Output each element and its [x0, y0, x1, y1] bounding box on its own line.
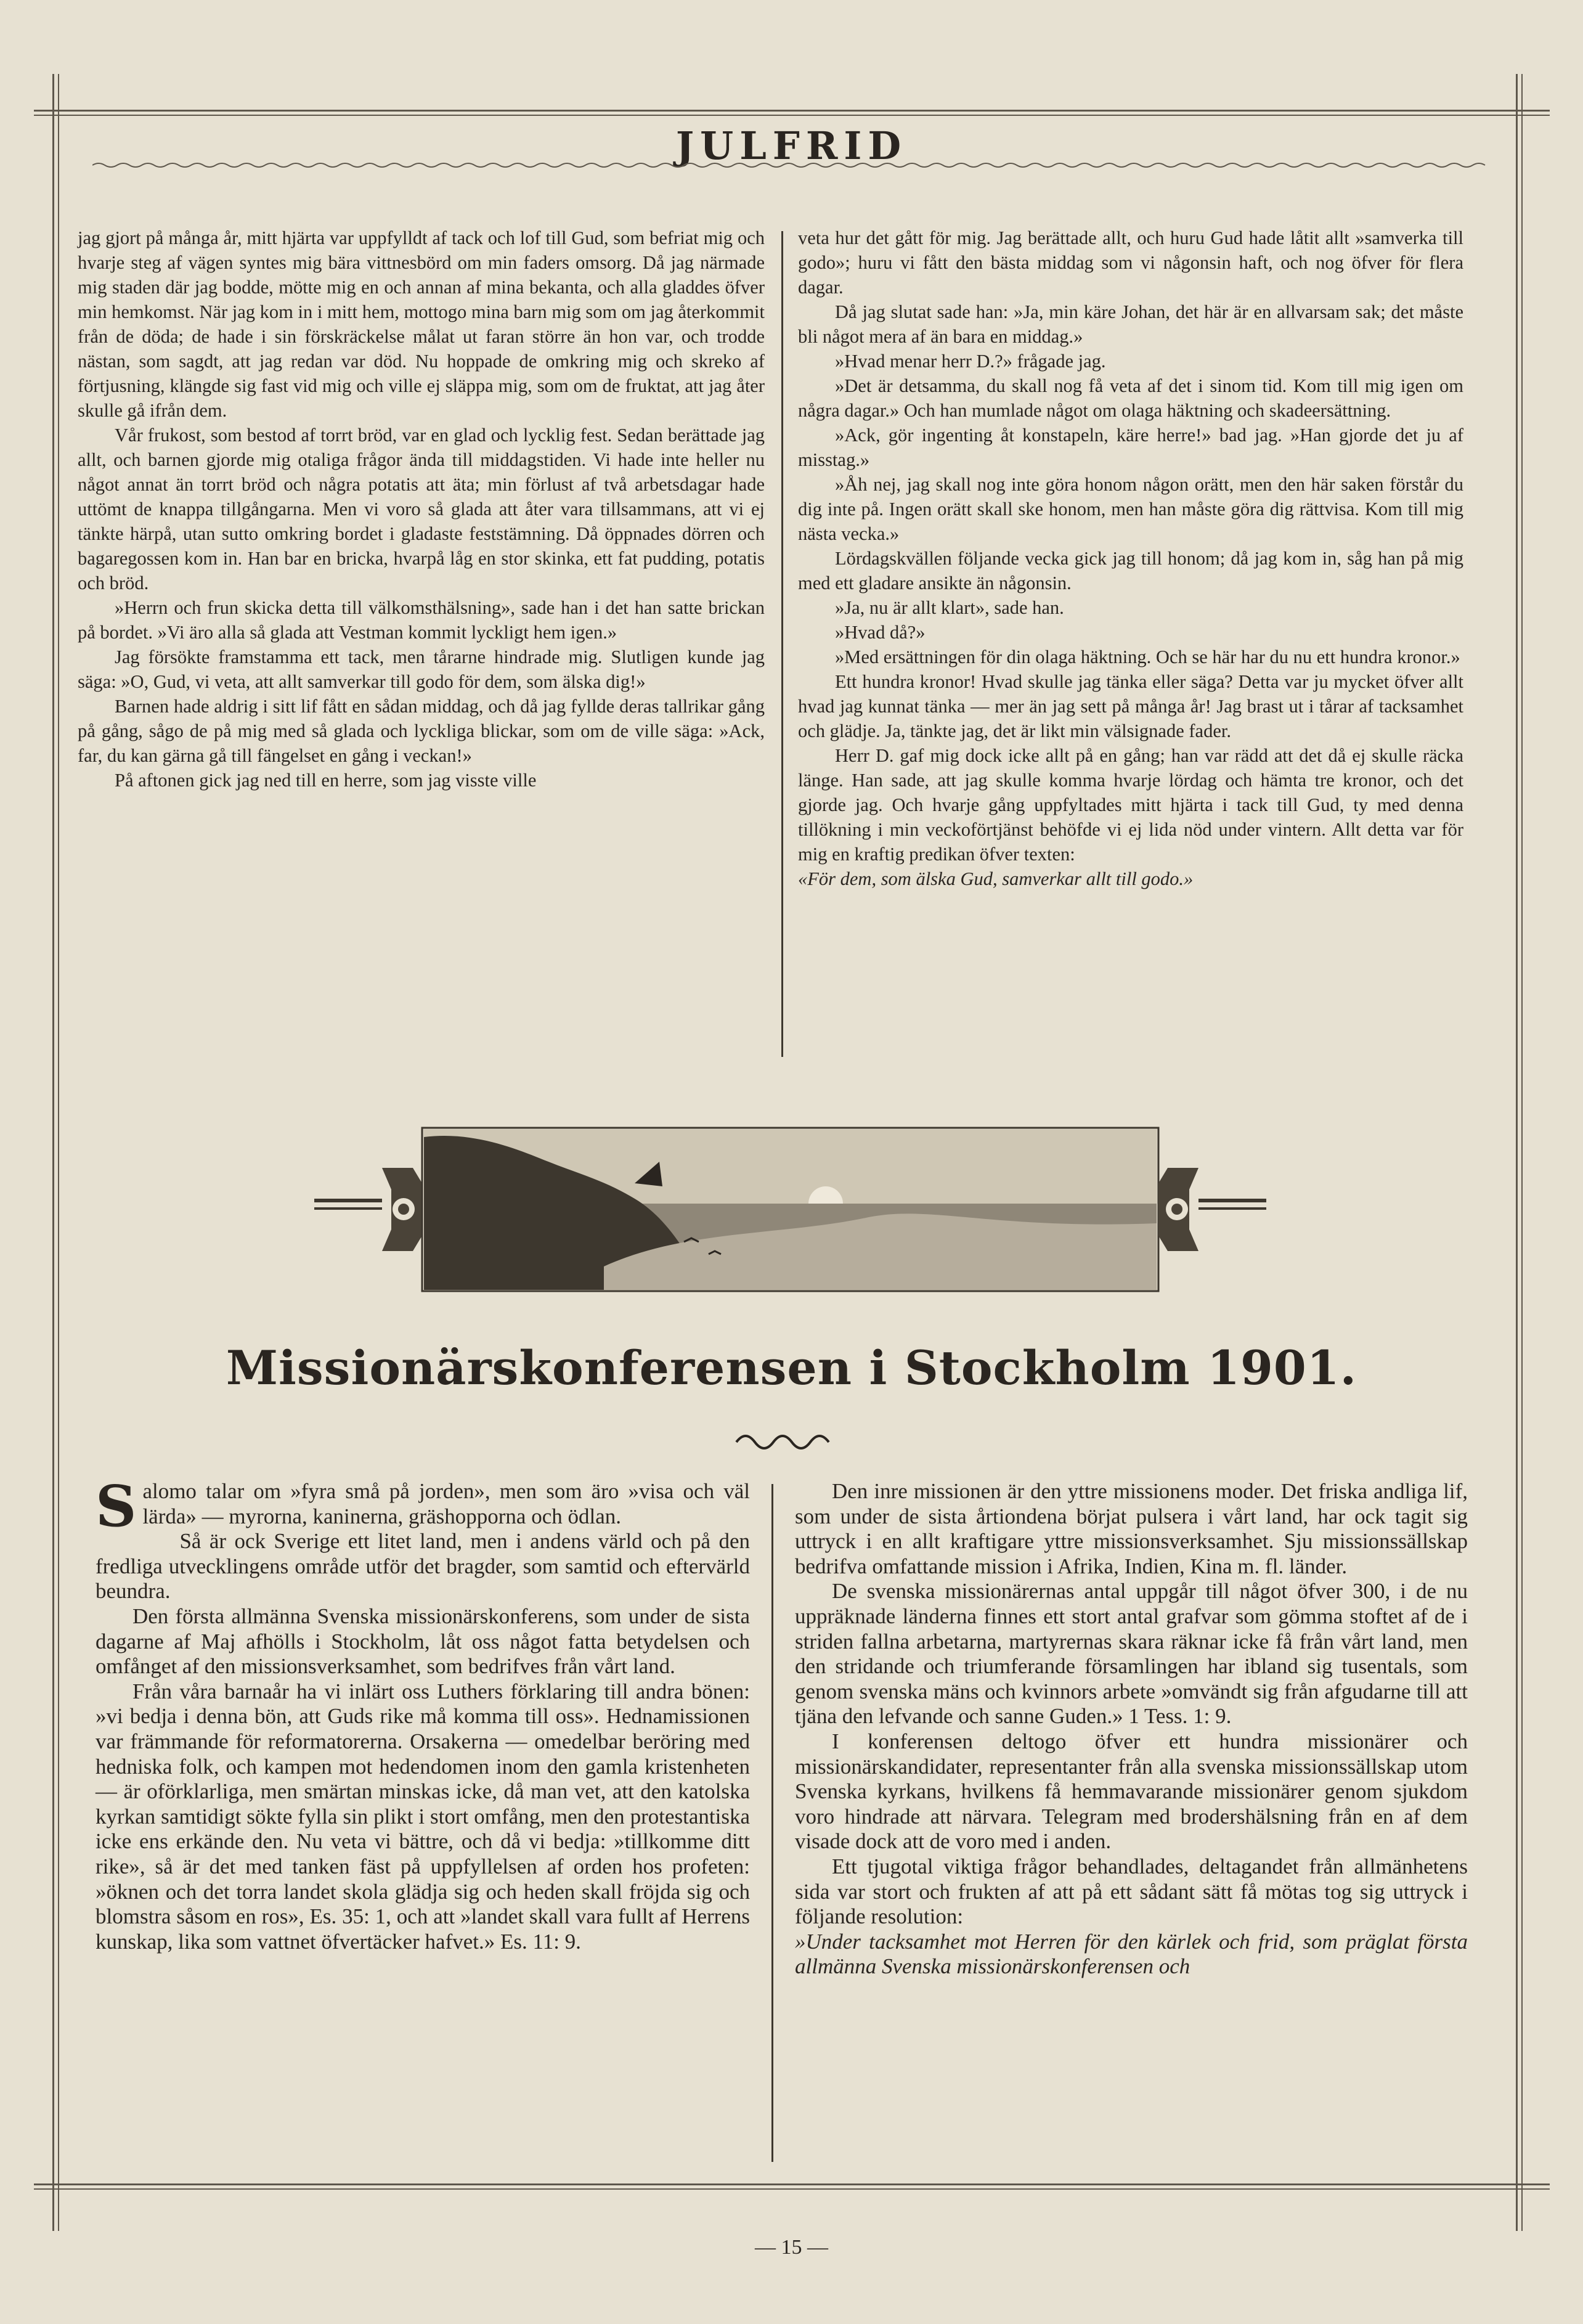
article-paragraph: [96, 1473, 750, 1539]
story-paragraph: »Det är detsamma, du skall nog få veta af det i sinom tid. Kom till mig igen om några dagar.» Och han mumlade något om olaga häktning och skadeersättning.: [798, 375, 1463, 421]
page-number: — 15 —: [755, 2236, 828, 2259]
story-italic-text: «För dem, som älska Gud, samverkar allt till godo.»: [798, 868, 1194, 889]
story-paragraph: »Herrn och frun skicka detta till välkomsthälsning», sade han i det han satte brickan på bordet. »Vi äro alla så glada att Vestman kommit lyckligt hem igen.»: [78, 597, 765, 643]
running-header-title: JULFRID: [675, 123, 908, 168]
frame-rule-top: [34, 110, 1550, 112]
right-ornament: [1158, 1168, 1266, 1251]
frame-rule-left: [52, 74, 54, 2231]
column-divider-bottom: [771, 1484, 773, 2162]
story-paragraph: På aftonen gick jag ned till en herre, som jag visste ville: [115, 770, 537, 791]
story-paragraph: »Åh nej, jag skall nog inte göra honom någon orätt, men den här saken förstår du dig inte på. Ingen orätt skall ske honom, men han måste göra dig rättvisa. Kom till mig nästa vecka.»: [798, 474, 1463, 544]
story-paragraph: veta hur det gått för mig. Jag berättade allt, och huru Gud hade låtit allt »samverka till godo»; huru vi fått den bästa middag som vi någonsin haft, och nog öfver för flera dagar.: [798, 227, 1463, 298]
story-paragraph: »Hvad då?»: [835, 622, 926, 643]
frame-rule-right-inner: [1521, 74, 1523, 2231]
article-column-left: [96, 1473, 750, 1954]
seascape-illustration: [314, 1125, 1266, 1294]
story-paragraph: Jag försökte framstamma ett tack, men tårarne hindrade mig. Slutligen kunde jag säga: »O, Gud, vi veta, att allt samverkar till godo för dem, som älska dig!»: [78, 646, 765, 692]
story-paragraph: Lördagskvällen följande vecka gick jag till honom; då jag kom in, såg han på mig med ett gladare ansikte än någonsin.: [798, 548, 1463, 593]
story-paragraph: Vår frukost, som bestod af torrt bröd, var en glad och lycklig fest. Sedan berättade jag allt, och barnen gjorde mig otaliga frågor ända till middagstiden. Vi hade inte heller nu något annat än torrt bröd och några potatis att äta; min förlust af två arbetsdagar hade uttömt de knappa tillgångarna. Men vi voro så glada att åter vara tillsammans, att vi ej tänkte härpå, utan sutto omkring bordet i gladaste feststämning. Då öppnades dörren och bagaregossen kom in. Han bar en bricka, hvarpå låg en stor skinka, ett fat pudding, potatis och bröd.: [78, 425, 765, 593]
frame-rule-bottom: [34, 2183, 1550, 2185]
left-ornament: [314, 1168, 422, 1251]
article-paragraph: Från våra barnaår ha vi inlärt oss Luthers förklaring till andra bönen: »vi bedja i denna bön, att Guds rike må komma till oss». Hednamissionen var främmande för reformatorerna. Orsakerna — omedelbar beröring med hedniska folk, och kampen mot hedendomen inom den gamla kristenheten — är oförklarliga, men smärtan minskas icke, då man vet, att den katolska kyrkan samtidigt sökte fylla sin plikt i stort omfång, men den protestantiska icke ens erkände den. Nu veta vi bättre, och då vi bedja: »tillkomme ditt rike», så är det med tanken fäst på uppfyllelsen af orden hos profeten: »öknen och det torra landet skola glädja sig och heden skall fröjda sig och blomstra såsom en ros», Es. 35: 1, och att »landet skall vara fullt af Herrens kunskap, lika som vattnet öfvertäcker hafvet.» Es. 11: 9.: [96, 1679, 750, 1954]
article-resolution: [795, 1930, 1468, 1979]
story-paragraph: Barnen hade aldrig i sitt lif fått en sådan middag, och då jag fyllde deras tallrikar gång på gång, sågo de på mig med så glada och lyckliga blickar, som om de ville säga: »Ack, far, du kan gärna gå till fängelset en gång i veckan!»: [78, 696, 765, 766]
frame-rule-bottom-inner: [34, 2188, 1550, 2190]
story-paragraph: »Ack, gör ingenting åt konstapeln, käre herre!» bad jag. »Han gjorde det ju af misstag.»: [798, 425, 1463, 470]
frame-rule-left-inner: [58, 74, 59, 2231]
story-column-right: [798, 226, 1463, 891]
title-ornament: [733, 1430, 838, 1449]
frame-rule-right: [1516, 74, 1518, 2231]
article-title: Missionärskonferensen i Stockholm 1901.: [226, 1340, 1357, 1395]
article-paragraph: Den inre missionen är den yttre missionens moder. Det friska andliga lif, som under de sista årtiondena börjat pulsera i vårt land, har ock tagit sig uttryck i en allt kraftigare yttre missionsverksamhet. Sju missionssällskap bedrifva omfattande mission i Afrika, Indien, Kina m. fl. länder.: [795, 1479, 1468, 1578]
story-paragraph: jag gjort på många år, mitt hjärta var uppfylldt af tack och lof till Gud, som befriat mig och hvarje steg af vägen syntes mig bära vittnesbörd om min faders omsorg. Då jag närmade mig staden där jag bodde, mötte mig en och annan af mina bekanta, och alla gladdes öfver min hemkomst. När jag kom in i mitt hem, mottogo mina barn mig som om jag återkommit från de döda; de hade i sin förskräckelse målat ut faran större än hon var, och trodde nästan, som sagdt, att jag redan var död. Nu hoppade de omkring mig och skreko af förtjusning, klängde sig fast vid mig och ville ej släppa mig, som om de fruktat, att jag åter skulle gå ifrån dem.: [78, 227, 765, 421]
story-paragraph: »Med ersättningen för din olaga häktning. Och se här har du nu ett hundra kronor.»: [835, 646, 1460, 667]
article-paragraph: I konferensen deltogo öfver ett hundra missionärer och missionärskandidater, representanter från alla svenska missionssällskap utom Svenska kyrkans, hvilkens få hemmavarande missionärer genom sjukdom voro hindrade att närvara. Telegram med brodershälsning från en af dem visade dock att de voro med i anden.: [795, 1729, 1468, 1854]
article-italic-text: »Under tacksamhet mot Herren för den kärlek och frid, som präglat första allmänna Svenska missionärskonferensen och: [795, 1929, 1468, 1979]
story-paragraph: Då jag slutat sade han: »Ja, min käre Johan, det här är en allvarsam sak; det måste bli något mera af än bara en middag.»: [798, 301, 1463, 347]
article-opening-text: alomo talar om »fyra små på jorden», men som äro »visa och väl lärda» — myrorna, kaninerna, gräshopporna och ödlan.: [142, 1479, 750, 1528]
article-paragraph: Så är ock Sverige ett litet land, men i andens värld och på den fredliga utvecklingens område utför det bragder, som samtid och eftervärld beundra.: [96, 1529, 750, 1604]
frame-rule-top-inner: [34, 115, 1550, 116]
column-divider-top: [781, 231, 783, 1057]
story-paragraph: Herr D. gaf mig dock icke allt på en gång; han var rädd att det då ej skulle räcka länge. Han sade, att jag skulle komma hvarje lördag och hämta tre kronor, och det gjorde jag. Och hvarje gång uppfyltades mitt hjärta i tack till Gud, ty med denna tillökning i min veckoförtjänst behöfde vi ej lida nöd under vintern. Allt detta var för mig en kraftig predikan öfver texten:: [798, 745, 1463, 865]
story-column-left: [78, 226, 765, 793]
article-paragraph: De svenska missionärernas antal uppgår till något öfver 300, i de nu uppräknade länderna finnes ett stort antal grafvar som gömma stoftet af de i striden fallna arbetarna, martyrernas skara räknar icke få från vårt land, men den stridande och triumferande församlingen har ibland sig tusentals, som genom svenska mäns och kvinnors arbete »omvändt sig från afgudarne till att tjäna den lefvande och sanne Guden.» 1 Tess. 1: 9.: [795, 1579, 1468, 1729]
article-paragraph: Ett tjugotal viktiga frågor behandlades, deltagandet från allmänhetens sida var stort och frukten af att på ett sådant sätt få mötas tog sig uttryck i följande resolution:: [795, 1854, 1468, 1929]
article-column-right: [795, 1479, 1468, 1979]
story-paragraph: Ett hundra kronor! Hvad skulle jag tänka eller säga? Detta var ju mycket öfver allt hvad jag kunnat tänka — mer än jag sett på många år! Jag brast ut i tårar af tacksamhet och glädje. Ja, tänkte jag, det är likt min välsignade fader.: [798, 671, 1463, 741]
article-paragraph: Den första allmänna Svenska missionärskonferens, som under de sista dagarne af Maj afhölls i Stockholm, låt oss något fatta betydelsen och omfånget af den missionsverksamhet, som bedrifves från vårt land.: [96, 1604, 750, 1679]
story-paragraph: »Ja, nu är allt klart», sade han.: [835, 597, 1064, 618]
drop-cap: S: [96, 1473, 137, 1539]
header-wavy-rule: [92, 161, 1491, 169]
story-paragraph: »Hvad menar herr D.?» frågade jag.: [835, 351, 1106, 372]
story-closing-quote: [798, 866, 1463, 891]
